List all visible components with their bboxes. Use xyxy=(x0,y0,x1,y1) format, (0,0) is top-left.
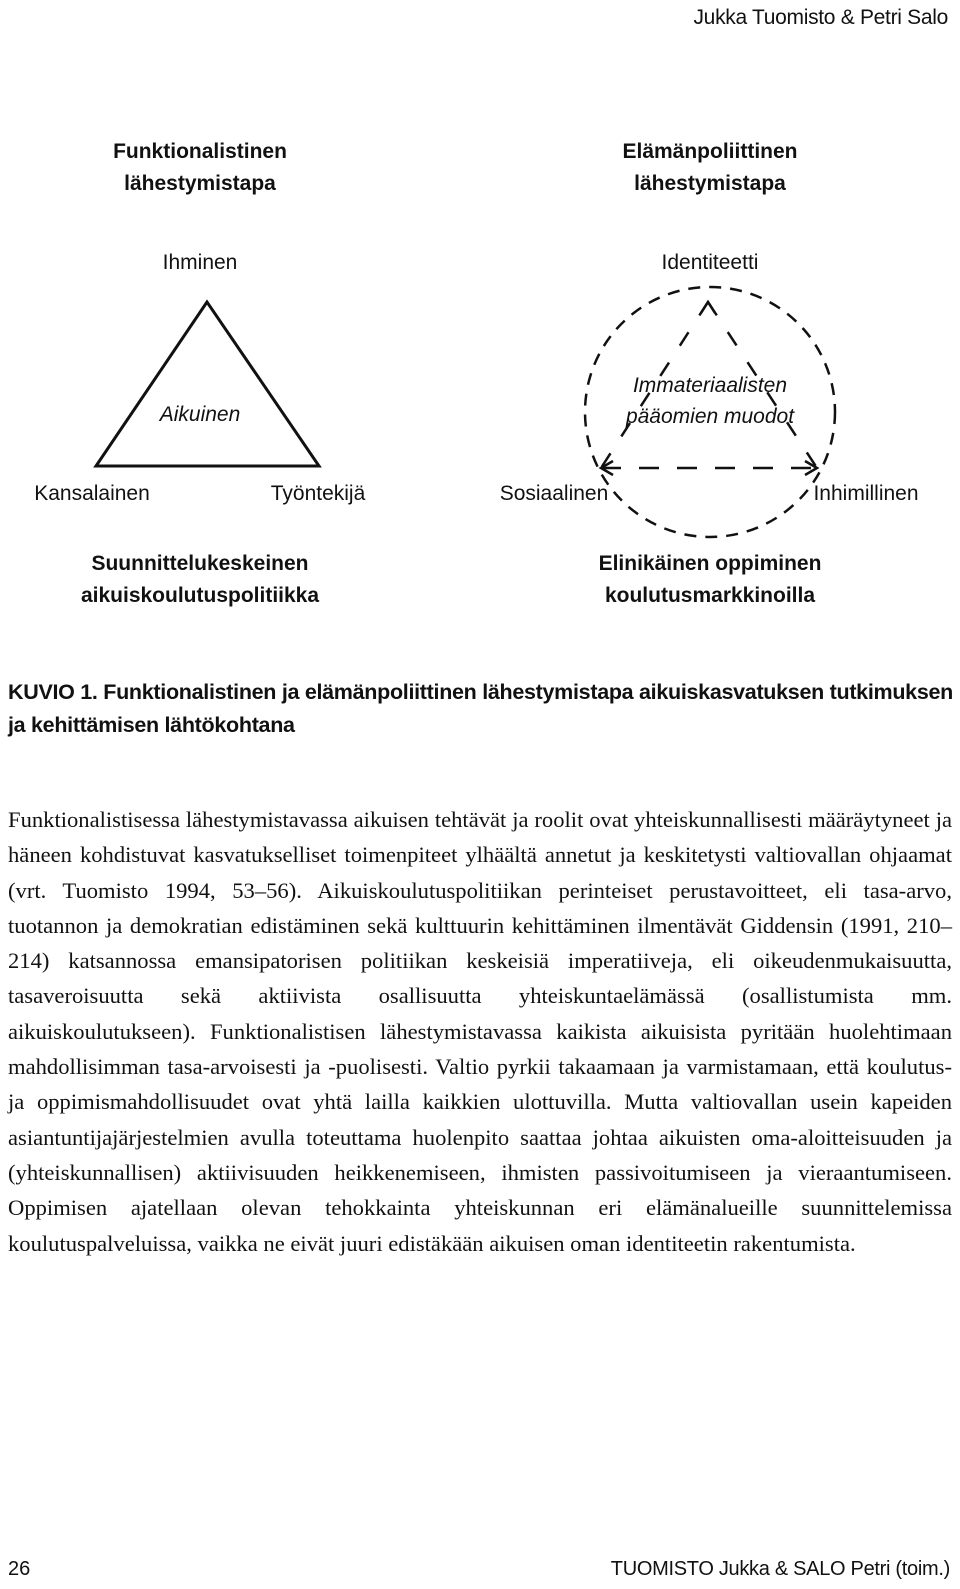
left-center-label: Aikuinen xyxy=(159,403,241,426)
left-apex-label: Ihminen xyxy=(162,251,238,274)
body-text xyxy=(8,802,952,1261)
left-title-line-2: lähestymistapa xyxy=(124,172,276,195)
right-subtitle-line-2: koulutusmarkkinoilla xyxy=(604,584,816,607)
body-paragraph: Funktionalistisessa lähestymistavassa aikuisen tehtävät ja roolit ovat yhteiskunnallisesti määräytyneet ja häneen kohdistuvat kasvatukselliset toimenpiteet ylhäältä annetut ja keskitetysti valtiovallan ohjaamat (vrt. Tuomisto 1994, 53–56). Aikuiskoulutuspolitiikan perinteiset perustavoitteet, eli tasa-arvo, tuotannon ja demokratian edistäminen sekä kulttuurin kehittäminen ilmentävät Giddensin (1991, 210–214) katsannossa emansipatorisen politiikan keskeisiä imperatiiveja, eli oikeudenmukaisuutta, tasaveroisuutta sekä aktiivista osallisuutta yhteiskuntaelämässä (osallistumista mm. aikuiskoulutukseen). Funktionalistisen lähestymistavassa kaikista aikuisista pyritään huolehtimaan mahdollisimman tasa-arvoisesti ja -puolisesti. Valtio pyrkii takaamaan ja varmistamaan, että koulutus- ja oppimismahdollisuudet ovat yhtä lailla kaikkien ulottuvilla. Mutta valtiovallan usein kapeiden asiantuntijajärjestelmien avulla toteuttama huolenpito saattaa johtaa aikuisten oma-aloitteisuuden ja (yhteiskunnallisen) aktiivisuuden heikkenemiseen, ihmisten passivoitumiseen ja vieraantumiseen. Oppimisen ajatellaan olevan tehokkainta yhteiskunnan eri elämänalueille suunnittelemissa koulutuspalveluissa, vaikka ne eivät juuri edistäkään aikuisen oman identiteetin rakentumista. xyxy=(8,807,952,1256)
arrowhead-top xyxy=(701,302,715,313)
figure-caption: KUVIO 1. Funktionalistinen ja elämänpoliittinen lähestymistapa aikuiskasvatuksen tutkimuksen ja kehittämisen lähtökohtana xyxy=(8,680,953,737)
running-header-author: Jukka Tuomisto & Petri Salo xyxy=(693,6,948,29)
left-bottom-right-label: Työntekijä xyxy=(270,482,366,505)
right-bottom-left-label: Sosiaalinen xyxy=(499,482,609,505)
right-title-line-2: lähestymistapa xyxy=(634,172,786,195)
left-bottom-left-label: Kansalainen xyxy=(34,482,150,505)
left-subtitle-line-2: aikuiskoulutuspolitiikka xyxy=(80,584,320,607)
right-center-line-2: pääomien muodot xyxy=(625,405,795,428)
footer-source: TUOMISTO Jukka & SALO Petri (toim.) xyxy=(610,1558,950,1580)
left-title-line-1: Funktionalistinen xyxy=(113,140,287,163)
right-center-label xyxy=(620,370,800,432)
figure-diagram xyxy=(0,0,960,640)
right-title-line-1: Elämänpoliittinen xyxy=(622,140,798,163)
page-number: 26 xyxy=(8,1558,31,1580)
left-title xyxy=(100,136,300,200)
right-subtitle-line-1: Elinikäinen oppiminen xyxy=(598,552,822,575)
left-subtitle-line-1: Suunnittelukeskeinen xyxy=(91,552,309,575)
functionalist-triangle xyxy=(96,302,319,466)
right-subtitle xyxy=(580,548,840,612)
right-bottom-right-label: Inhimillinen xyxy=(813,482,919,505)
right-apex-label: Identiteetti xyxy=(661,251,759,274)
right-center-line-1: Immateriaalisten xyxy=(632,374,788,397)
right-title xyxy=(610,136,810,200)
left-subtitle xyxy=(70,548,330,612)
